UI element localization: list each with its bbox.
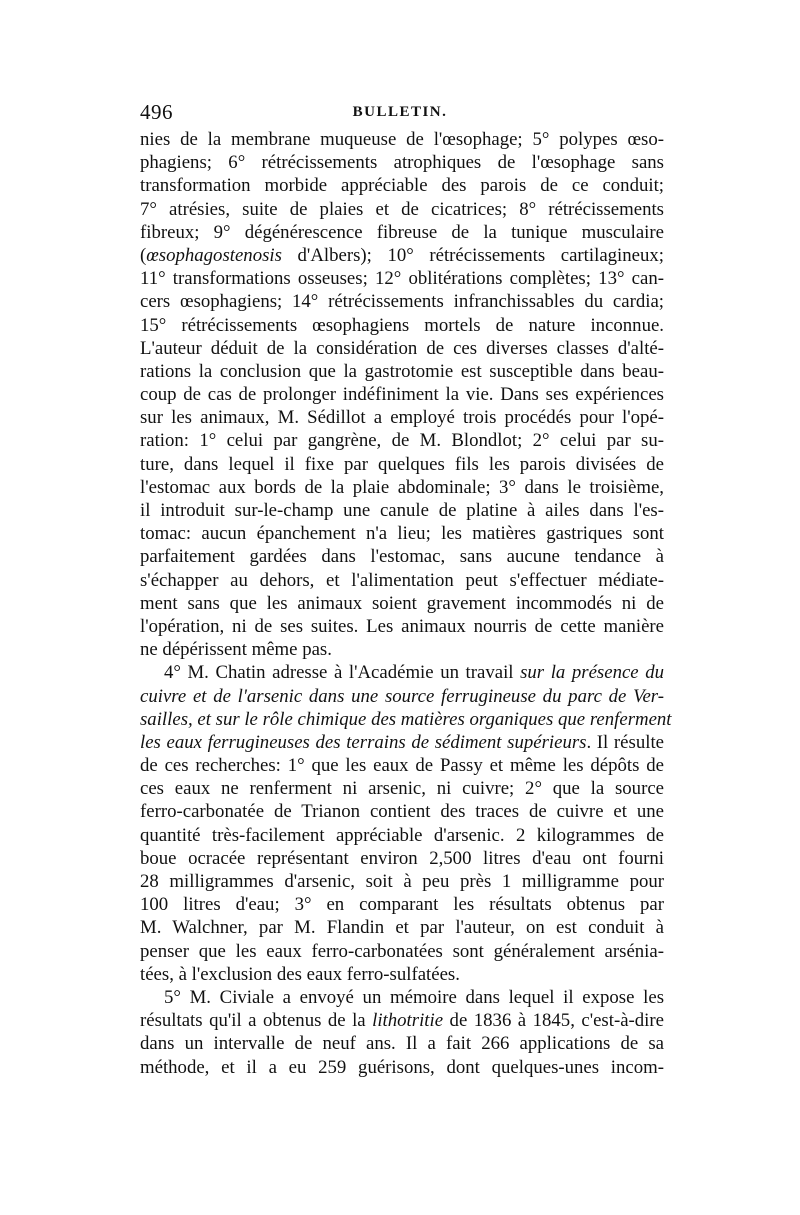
text-line (140, 731, 664, 754)
text-segment: . Il résulte (586, 731, 664, 753)
text-segment: résultats qu'il a obtenus de la (140, 1010, 373, 1032)
text-line (140, 777, 664, 800)
text-segment: cers œsophagiens; 14° rétrécissements infranchissables du cardia; (140, 291, 664, 313)
body-text (140, 128, 672, 1079)
text-line (140, 754, 664, 777)
text-line (140, 893, 664, 916)
text-line (140, 545, 664, 568)
text-line (140, 661, 664, 684)
page-number: 496 (140, 100, 173, 124)
text-segment: 11° transformations osseuses; 12° oblitérations complètes; 13° can- (140, 268, 664, 290)
italic-text: sailles, et sur le rôle chimique des matières organiques que renferment (140, 708, 672, 730)
text-segment: nies de la membrane muqueuse de l'œsophage; 5° polypes œso- (140, 129, 664, 150)
text-segment: 100 litres d'eau; 3° en comparant les résultats obtenus par (140, 894, 664, 916)
text-line (140, 916, 664, 939)
text-line (140, 963, 664, 986)
text-line (140, 476, 664, 499)
text-line (140, 592, 664, 615)
text-line (140, 221, 664, 244)
text-segment: 28 milligrammes d'arsenic, soit à peu près 1 milligramme pour (140, 871, 664, 892)
text-segment: ture, dans lequel il fixe par quelques fils les parois divisées de (140, 453, 664, 475)
text-segment: phagiens; 6° rétrécissements atrophiques de l'œsophage sans (140, 152, 664, 174)
running-head: BULLETIN. (352, 104, 448, 120)
text-line (140, 1009, 664, 1032)
text-line (140, 708, 672, 731)
text-segment: parfaitement gardées dans l'estomac, sans aucune tendance à (140, 546, 664, 568)
text-line (140, 429, 664, 452)
text-line (140, 244, 664, 267)
text-segment: il introduit sur-le-champ une canule de platine à ailes dans l'es- (140, 500, 664, 521)
text-segment: rations la conclusion que la gastrotomie est susceptible dans beau- (140, 360, 664, 382)
text-segment: l'estomac aux bords de la plaie abdominale; 3° dans le troisième, (140, 476, 664, 498)
text-line (140, 314, 664, 337)
italic-text: œsophagostenosis (146, 244, 282, 266)
text-line (140, 151, 664, 174)
text-segment: M. Walchner, par M. Flandin et par l'auteur, on est conduit à (140, 917, 664, 939)
italic-text: les eaux ferrugineuses des terrains de sédiment supérieurs (140, 731, 587, 753)
text-line (140, 940, 664, 963)
text-segment: fibreux; 9° dégénérescence fibreuse de la tunique musculaire (140, 221, 664, 243)
text-line (140, 800, 664, 823)
text-line (140, 174, 664, 197)
text-segment: 4° M. Chatin adresse à l'Académie un travail (164, 662, 521, 684)
text-line (140, 360, 664, 383)
text-segment: transformation morbide appréciable des parois de ce conduit; (140, 175, 664, 197)
text-line (140, 337, 664, 360)
text-line (140, 383, 664, 406)
text-segment: 15° rétrécissements œsophagiens mortels de nature inconnue. (140, 314, 664, 336)
text-line (140, 569, 664, 592)
text-segment: de ces recherches: 1° que les eaux de Passy et même les dépôts de (140, 755, 664, 777)
text-line (140, 986, 664, 1009)
italic-text: cuivre et de l'arsenic dans une source ferrugineuse du parc de Ver- (140, 685, 664, 707)
text-line (140, 290, 664, 313)
text-line (140, 522, 664, 545)
page-header (140, 100, 660, 124)
text-segment: coup de cas de prolonger indéfiniment la vie. Dans ses expériences (140, 384, 664, 406)
text-segment: ne dépérissent même pas. (140, 639, 332, 661)
text-segment: ment sans que les animaux soient gravement incommodés ni de (140, 592, 664, 614)
text-line (140, 615, 664, 638)
text-segment: méthode, et il a eu 259 guérisons, dont quelques-unes incom- (140, 1056, 664, 1078)
text-segment: sur les animaux, M. Sédillot a employé trois procédés pour l'opé- (140, 407, 664, 429)
text-segment: L'auteur déduit de la considération de ces diverses classes d'alté- (140, 337, 664, 359)
text-segment: tomac: aucun épanchement n'a lieu; les matières gastriques sont (140, 523, 664, 545)
text-line (140, 638, 664, 661)
text-line (140, 198, 664, 221)
italic-text: sur la présence du (520, 662, 664, 684)
text-line (140, 499, 664, 522)
text-segment: dans un intervalle de neuf ans. Il a fait 266 applications de sa (140, 1033, 664, 1055)
text-segment: ces eaux ne renferment ni arsenic, ni cuivre; 2° que la source (140, 778, 664, 800)
text-line (140, 870, 664, 893)
text-line (140, 406, 664, 429)
text-line (140, 267, 664, 290)
text-segment: l'opération, ni de ses suites. Les animaux nourris de cette manière (140, 615, 664, 637)
text-segment: de 1836 à 1845, c'est-à-dire (443, 1010, 664, 1032)
text-line (140, 847, 664, 870)
text-segment: ration: 1° celui par gangrène, de M. Blondlot; 2° celui par su- (140, 430, 664, 452)
text-line (140, 685, 664, 708)
text-segment: 5° M. Civiale a envoyé un mémoire dans lequel il expose les (164, 986, 664, 1008)
text-segment: penser que les eaux ferro-carbonatées sont généralement arsénia- (140, 940, 664, 962)
text-segment: quantité très-facilement appréciable d'arsenic. 2 kilogrammes de (140, 824, 664, 846)
text-segment: 7° atrésies, suite de plaies et de cicatrices; 8° rétrécissements (140, 198, 664, 220)
text-segment: tées, à l'exclusion des eaux ferro-sulfatées. (140, 963, 460, 985)
text-segment: boue ocracée représentant environ 2,500 litres d'eau ont fourni (140, 847, 664, 869)
italic-text: lithotritie (372, 1010, 444, 1032)
text-line (140, 824, 664, 847)
text-line (140, 453, 664, 476)
text-segment: s'échapper au dehors, et l'alimentation peut s'effectuer médiate- (140, 569, 664, 591)
text-segment: d'Albers); 10° rétrécissements cartilagineux; (281, 244, 664, 266)
text-segment: ( (140, 244, 147, 266)
text-line (140, 1032, 664, 1055)
text-line (140, 1056, 664, 1079)
text-segment: ferro-carbonatée de Trianon contient des traces de cuivre et une (140, 801, 664, 823)
text-line (140, 128, 664, 151)
